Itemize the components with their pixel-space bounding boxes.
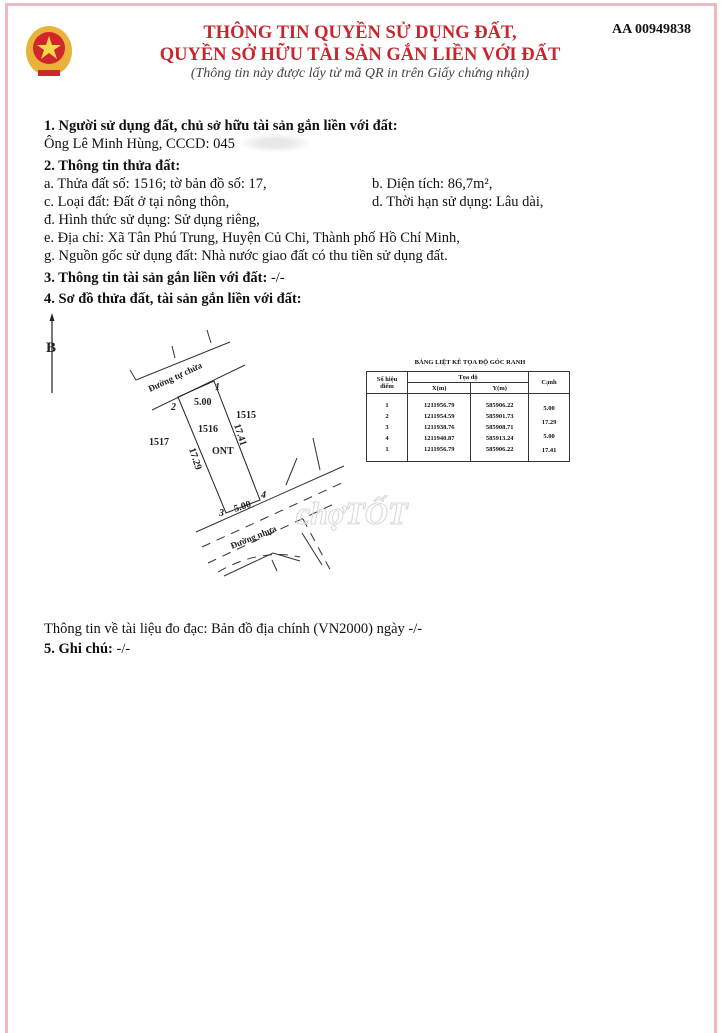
section2-heading: 2. Thông tin thửa đất: bbox=[44, 158, 181, 174]
point-cell: 3 bbox=[385, 424, 389, 431]
edge-cell: 17.41 bbox=[541, 446, 557, 454]
col-point-line1: Số hiệu bbox=[376, 375, 398, 383]
parcel-type: ONT bbox=[212, 446, 234, 457]
watermark-logo: chợTỐT bbox=[296, 495, 408, 531]
section5-heading: 5. Ghi chú: bbox=[44, 641, 113, 657]
point-cell: 1 bbox=[385, 402, 389, 409]
x-cell: 1211938.76 bbox=[423, 424, 455, 431]
y-cell: 585901.73 bbox=[485, 413, 514, 420]
col-y-header: Y(m) bbox=[471, 383, 529, 394]
neighbor-1517: 1517 bbox=[149, 437, 169, 448]
y-cell: 585908.71 bbox=[485, 424, 514, 431]
edge-left-label: 17.29 bbox=[186, 446, 204, 472]
point-cell: 1 bbox=[385, 446, 389, 453]
usage-term: d. Thời hạn sử dụng: Lâu dài, bbox=[372, 194, 544, 210]
road-bottom-label: Đường nhựa bbox=[229, 523, 278, 551]
land-origin: g. Nguồn gốc sử dụng đất: Nhà nước giao đất có thu tiền sử dụng đất. bbox=[44, 248, 448, 264]
neighbor-1515: 1515 bbox=[236, 410, 256, 421]
x-cell: 1211956.79 bbox=[423, 402, 455, 409]
col-coords-header: Tọa độ bbox=[408, 372, 529, 383]
section3-heading: 3. Thông tin tài sản gắn liền với đất: bbox=[44, 270, 268, 286]
section4-heading: 4. Sơ đồ thửa đất, tài sản gắn liền với đất: bbox=[44, 291, 302, 307]
coord-table bbox=[366, 371, 570, 462]
y-cell: 585906.22 bbox=[485, 402, 514, 409]
road-top-label: Đường tự chừa bbox=[146, 360, 204, 394]
survey-info: Thông tin về tài liệu đo đạc: Bản đồ địa chính (VN2000) ngày -/- bbox=[44, 621, 423, 637]
edge-top-label: 5.00 bbox=[194, 397, 212, 408]
owner-info: Ông Lê Minh Hùng, CCCD: 045 bbox=[44, 136, 235, 152]
parcel-id: 1516 bbox=[198, 424, 218, 435]
edge-right-label: 17.41 bbox=[231, 422, 249, 448]
point-cell: 2 bbox=[385, 413, 389, 420]
y-cell: 585913.24 bbox=[485, 435, 514, 442]
col-edge-header: Cạnh bbox=[529, 372, 570, 394]
address: e. Địa chỉ: Xã Tân Phú Trung, Huyện Củ Chi, Thành phố Hồ Chí Minh, bbox=[44, 230, 460, 246]
edge-cell: 5.00 bbox=[543, 432, 555, 440]
edge-cell: 17.29 bbox=[541, 418, 557, 426]
col-x-header: X(m) bbox=[408, 383, 471, 394]
col-point-line2: điểm bbox=[380, 382, 394, 390]
north-label: B bbox=[46, 340, 57, 356]
x-cell: 1211956.79 bbox=[423, 446, 455, 453]
x-cell: 1211954.59 bbox=[423, 413, 455, 420]
document-subtitle: (Thông tin này được lấy từ mã QR in trên Giấy chứng nhận) bbox=[190, 66, 530, 81]
col-point-header bbox=[367, 372, 408, 394]
parcel-area: b. Diện tích: 86,7m², bbox=[372, 176, 493, 192]
y-column bbox=[471, 394, 529, 462]
point-2-label: 2 bbox=[171, 402, 176, 413]
point-cell: 4 bbox=[385, 435, 389, 442]
edge-bottom-label: 5.00 bbox=[232, 498, 253, 515]
edge-column bbox=[529, 394, 570, 462]
x-column bbox=[408, 394, 471, 462]
serial-number: AA 00949838 bbox=[612, 22, 691, 37]
title-line-1: THÔNG TIN QUYỀN SỬ DỤNG ĐẤT, bbox=[203, 23, 517, 43]
section5 bbox=[44, 641, 130, 658]
y-cell: 585906.22 bbox=[485, 446, 514, 453]
x-cell: 1211940.87 bbox=[423, 435, 455, 442]
section1-heading: 1. Người sử dụng đất, chủ sở hữu tài sản gắn liền với đất: bbox=[44, 118, 398, 134]
section5-value: -/- bbox=[112, 641, 131, 657]
coord-table-title: BẢNG LIỆT KÊ TỌA ĐỘ GÓC RANH bbox=[414, 359, 526, 366]
title-line-2: QUYỀN SỞ HỮU TÀI SẢN GẮN LIỀN VỚI ĐẤT bbox=[159, 45, 561, 65]
point-3-label: 3 bbox=[219, 508, 224, 519]
edge-cell: 5.00 bbox=[543, 404, 555, 412]
point-1-label: 1 bbox=[215, 382, 220, 393]
usage-form: đ. Hình thức sử dụng: Sử dụng riêng, bbox=[44, 212, 260, 228]
section3-value: -/- bbox=[267, 270, 285, 286]
point-4-label: 4 bbox=[261, 490, 266, 501]
point-column bbox=[367, 394, 408, 462]
land-type: c. Loại đất: Đất ở tại nông thôn, bbox=[44, 194, 230, 210]
parcel-number: a. Thửa đất số: 1516; tờ bản đồ số: 17, bbox=[44, 176, 267, 192]
